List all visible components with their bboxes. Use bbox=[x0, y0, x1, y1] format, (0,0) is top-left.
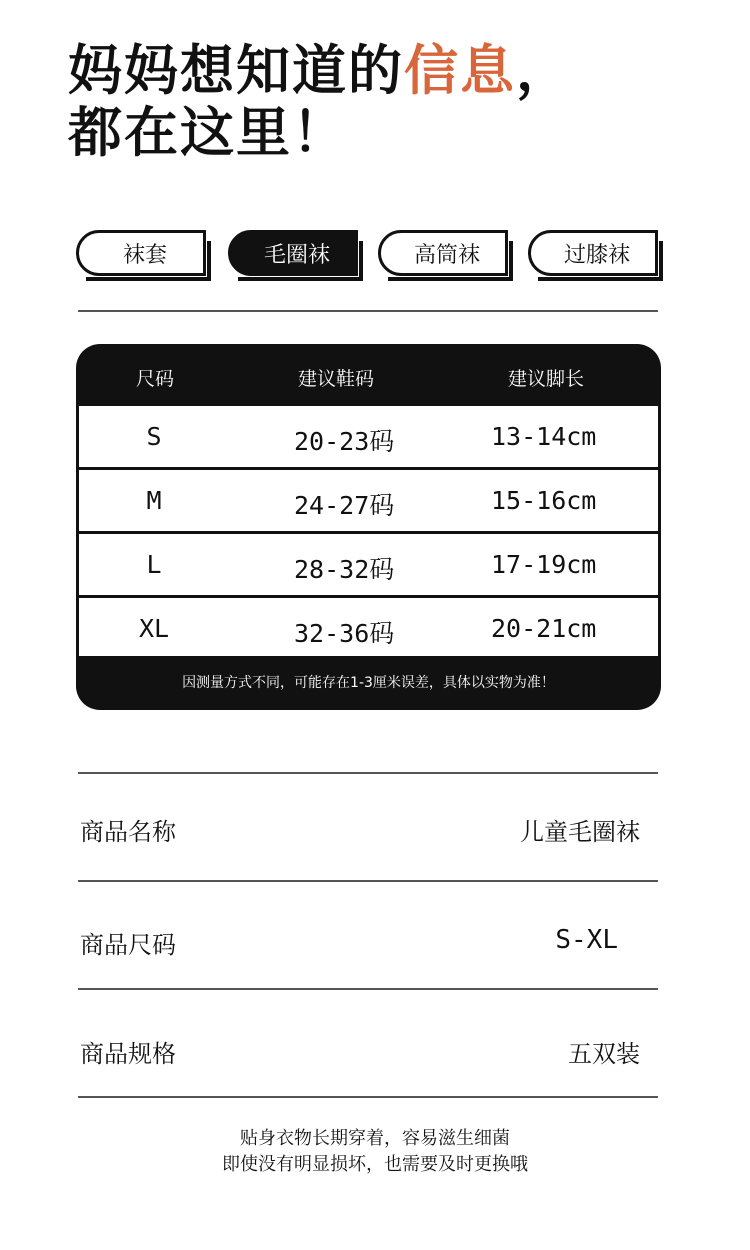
care-note bbox=[0, 1126, 750, 1178]
headline-suffix: ， bbox=[516, 39, 572, 102]
tab-sock-cover[interactable] bbox=[76, 230, 206, 276]
headline bbox=[68, 40, 572, 164]
tab-terry-sock[interactable] bbox=[228, 230, 358, 276]
cell-shoe-size: 20-23码 bbox=[294, 427, 395, 456]
info-row-spec bbox=[80, 1034, 640, 1074]
table-row bbox=[79, 534, 658, 598]
size-chart bbox=[76, 344, 661, 710]
tab-label: 毛圈袜 bbox=[263, 242, 330, 268]
cell-shoe-size: 32-36码 bbox=[294, 619, 395, 648]
table-row bbox=[79, 406, 658, 470]
divider bbox=[78, 880, 658, 882]
info-key: 商品尺码 bbox=[80, 931, 176, 959]
header-foot-length: 建议脚长 bbox=[508, 368, 585, 390]
care-note-line-1: 贴身衣物长期穿着，容易滋生细菌 bbox=[240, 1128, 510, 1149]
tab-high-sock[interactable] bbox=[378, 230, 508, 276]
cell-shoe-size: 28-32码 bbox=[294, 555, 395, 584]
cell-foot-length: 15-16cm bbox=[491, 486, 597, 515]
tab-over-knee-sock[interactable] bbox=[528, 230, 658, 276]
care-note-line-2: 即使没有明显损坏，也需要及时更换哦 bbox=[222, 1154, 528, 1175]
table-row bbox=[79, 598, 658, 656]
divider bbox=[78, 988, 658, 990]
tab-label: 过膝袜 bbox=[563, 242, 630, 268]
sock-type-tabs bbox=[76, 230, 662, 280]
info-key: 商品规格 bbox=[80, 1040, 176, 1068]
headline-prefix: 妈妈想知道的 bbox=[68, 39, 404, 102]
cell-foot-length: 17-19cm bbox=[491, 550, 597, 579]
info-row-size bbox=[80, 925, 640, 965]
measurement-note: 因测量方式不同，可能存在1-3厘米误差，具体以实物为准！ bbox=[182, 675, 555, 691]
header-size: 尺码 bbox=[136, 368, 175, 390]
cell-foot-length: 13-14cm bbox=[491, 422, 597, 451]
headline-line-2: 都在这里！ bbox=[68, 101, 348, 164]
divider bbox=[78, 1096, 658, 1098]
size-chart-body bbox=[79, 406, 658, 656]
divider bbox=[78, 772, 658, 774]
divider bbox=[78, 310, 658, 312]
size-chart-header bbox=[76, 344, 661, 406]
cell-foot-length: 20-21cm bbox=[491, 614, 597, 643]
info-key: 商品名称 bbox=[80, 818, 176, 846]
cell-size: L bbox=[146, 550, 162, 579]
tab-label: 袜套 bbox=[122, 242, 167, 268]
info-row-name bbox=[80, 812, 640, 852]
info-value: 儿童毛圈袜 bbox=[520, 818, 640, 846]
info-value: S-XL bbox=[555, 925, 618, 955]
cell-size: S bbox=[146, 422, 162, 451]
cell-size: XL bbox=[139, 614, 170, 643]
headline-accent: 信息 bbox=[404, 39, 516, 102]
table-row bbox=[79, 470, 658, 534]
tab-label: 高筒袜 bbox=[413, 242, 480, 268]
cell-shoe-size: 24-27码 bbox=[294, 491, 395, 520]
header-shoe-size: 建议鞋码 bbox=[298, 368, 375, 390]
info-value: 五双装 bbox=[568, 1040, 640, 1068]
headline-line-1 bbox=[68, 40, 572, 102]
cell-size: M bbox=[146, 486, 162, 515]
